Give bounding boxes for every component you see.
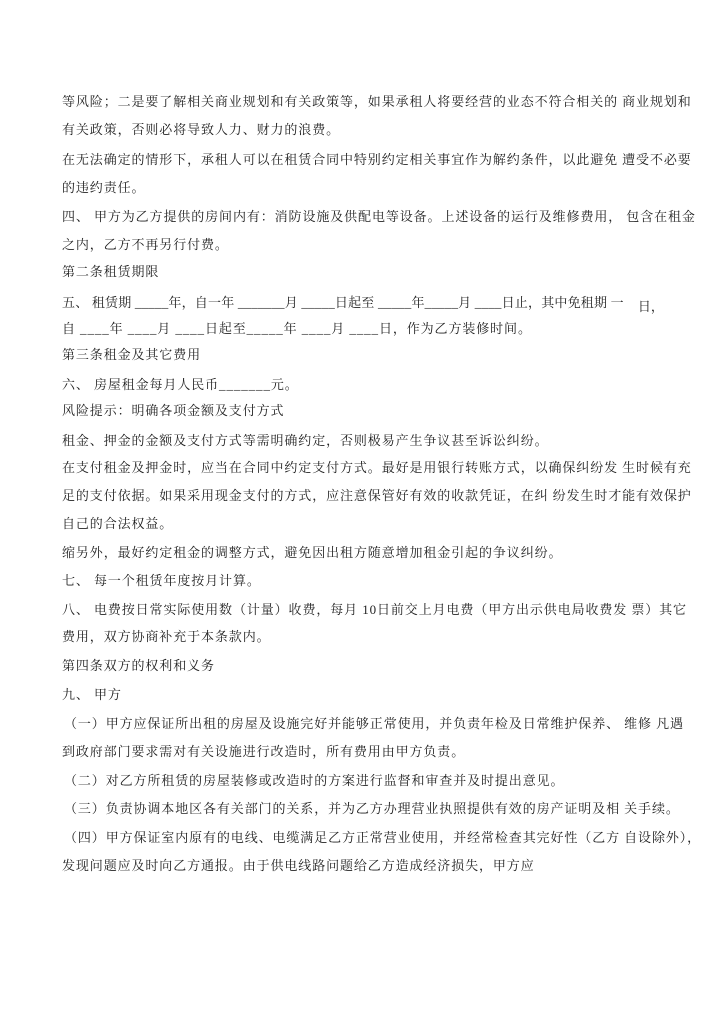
paragraph-line	[62, 515, 173, 533]
paragraph-line	[64, 829, 701, 847]
paragraph-line-text: 第三条租金及其它费用	[62, 347, 202, 362]
paragraph-line-text: 到政府部门要求需对有关设施进行改造时，所有费用由甲方负责。	[62, 744, 466, 759]
paragraph-line	[62, 208, 696, 226]
paragraph-line	[62, 179, 145, 197]
paragraph-line	[62, 236, 229, 254]
paragraph-line	[62, 572, 261, 590]
paragraph-line-text: 等风险；二是要了解相关商业规划和有关政策等，如果承租人将要经营的业态不符合相关的 商业规划和	[62, 94, 692, 109]
paragraph-line	[62, 686, 122, 704]
section-heading	[62, 346, 201, 364]
paragraph-line-text: 在支付租金及押金时，应当在合同中约定支付方式。最好是用银行转账方式，以确保纠纷发 生时候有充	[62, 460, 692, 475]
paragraph-line	[62, 320, 532, 338]
paragraph-line	[62, 376, 299, 394]
paragraph-line-text: 九、 甲方	[62, 687, 122, 702]
paragraph-line	[62, 402, 284, 420]
paragraph-line-text: 发现问题应及时向乙方通报。由于供电线路问题给乙方造成经济损失，甲方应	[62, 858, 535, 873]
paragraph-line	[62, 628, 271, 646]
paragraph-line-tail: 日，	[637, 299, 664, 314]
paragraph-line-text: 第二条租赁期限	[62, 264, 160, 279]
paragraph-line-text: 在无法确定的情形下，承租人可以在租赁合同中特别约定相关事宜作为解约条件，以此避免 遭受不必要	[62, 152, 692, 167]
paragraph-line-text: 之内，乙方不再另行付费。	[62, 237, 229, 252]
paragraph-line	[62, 857, 535, 875]
paragraph-line-text: 租金、押金的金额及支付方式等需明确约定，否则极易产生争议甚至诉讼纠纷。	[62, 433, 549, 448]
paragraph-line-text: 六、 房屋租金每月人民币_______元。	[62, 377, 299, 392]
paragraph-line	[62, 432, 549, 450]
paragraph-line-text: （一）甲方应保证所出租的房屋及设施完好并能够正常使用，并负责年检及日常维护保养、 维修 凡遇	[64, 716, 684, 731]
paragraph-line-text: （三）负责协调本地区各有关部门的关系，并为乙方办理营业执照提供有效的房产证明及相 关手续。	[64, 801, 680, 816]
paragraph-line-text: 足的支付依据。如果采用现金支付的方式，应注意保管好有效的收款凭证，在纠 纷发生时才能有效保护	[62, 488, 692, 503]
paragraph-line	[62, 487, 692, 505]
paragraph-line	[62, 743, 465, 761]
paragraph-line	[64, 800, 680, 818]
paragraph-line-text: （四）甲方保证室内原有的电线、电缆满足乙方正常营业使用，并经常检查其完好性（乙方 自设除外），	[64, 830, 702, 845]
section-heading	[62, 263, 159, 281]
paragraph-line-text: 五、 租赁期 _____年，自一年 _______月 _____日起至 _____年_____月 ____日止，其中免租期 一	[62, 295, 624, 310]
paragraph-line	[64, 772, 564, 790]
paragraph-line-text: 七、 每一个租赁年度按月计算。	[62, 573, 261, 588]
paragraph-line-text: 四、 甲方为乙方提供的房间内有：消防设施及供配电等设备。上述设备的运行及维修费用， 包含在租金	[62, 209, 696, 224]
paragraph-line-text: 自己的合法权益。	[62, 516, 174, 531]
paragraph-line	[62, 121, 340, 139]
paragraph-line	[62, 93, 692, 111]
paragraph-line	[64, 715, 684, 733]
paragraph-line-text: 自 ____年 ____月 ____日起至_____年 ____月 ____日，作为乙方装修时间。	[62, 321, 532, 336]
paragraph-line	[62, 544, 562, 562]
paragraph-line-text: 第四条双方的权利和义务	[62, 658, 215, 673]
paragraph-line-text: 有关政策，否则必将导致人力、财力的浪费。	[62, 122, 341, 137]
paragraph-line	[62, 601, 687, 619]
paragraph-line	[62, 151, 692, 169]
paragraph-line-text: 风险提示：明确各项金额及支付方式	[62, 403, 285, 418]
paragraph-line-text: 的违约责任。	[62, 180, 146, 195]
paragraph-line-text: 费用，双方协商补充于本条款内。	[62, 629, 271, 644]
section-heading	[62, 657, 215, 675]
paragraph-line-text: （二）对乙方所租赁的房屋装修或改造时的方案进行监督和审查并及时提出意见。	[64, 773, 565, 788]
paragraph-line-text: 八、 电费按日常实际使用数（计量）收费，每月 10日前交上月电费（甲方出示供电局收费发 票）其它	[62, 602, 687, 617]
paragraph-line	[62, 459, 692, 477]
paragraph-line	[62, 294, 664, 312]
paragraph-line-text: 缩另外，最好约定租金的调整方式，避免因出租方随意增加租金引起的争议纠纷。	[62, 545, 563, 560]
